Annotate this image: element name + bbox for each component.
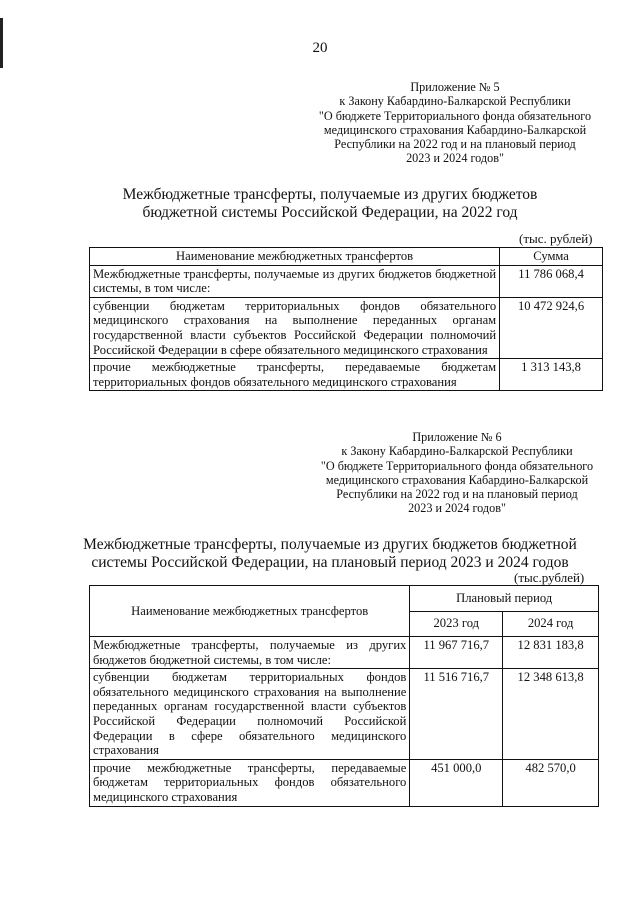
table-2-title	[60, 536, 600, 572]
table-row	[90, 759, 599, 806]
table-2	[89, 585, 599, 807]
row-name: прочие межбюджетные трансферты, передаваемые бюджетам территориальных фондов обязательного медицинского страхования	[90, 759, 410, 806]
row-2023: 451 000,0	[410, 759, 503, 806]
appendix-6-header	[302, 430, 612, 516]
header-sum: Сумма	[500, 248, 603, 266]
row-2023: 11 967 716,7	[410, 637, 503, 669]
row-2024: 482 570,0	[503, 759, 599, 806]
table-2-unit: (тыс.рублей)	[514, 570, 585, 585]
title-line: Межбюджетные трансферты, получаемые из других бюджетов бюджетной	[83, 536, 577, 553]
header-2024: 2024 год	[503, 611, 599, 637]
row-2024: 12 348 613,8	[503, 669, 599, 760]
appendix-line: 2023 и 2024 годов"	[408, 501, 506, 516]
appendix-line: Приложение № 6	[412, 430, 502, 444]
row-2024: 12 831 183,8	[503, 637, 599, 669]
appendix-line: медицинского страхования Кабардино-Балкарской	[323, 122, 587, 137]
title-line: системы Российской Федерации, на плановый период 2023 и 2024 годов	[91, 554, 569, 571]
row-2023: 11 516 716,7	[410, 669, 503, 760]
row-name: субвенции бюджетам территориальных фондов обязательного медицинского страхования на выполнение переданных органам государственной власти субъектов Российской Федерации полномочий Российской Федерации в сфере обязательного медицинского страхования	[90, 669, 410, 760]
appendix-line: Приложение № 5	[410, 80, 500, 94]
title-line: Межбюджетные трансферты, получаемые из других бюджетов	[122, 186, 538, 203]
row-sum: 1 313 143,8	[500, 359, 603, 391]
table-row	[90, 265, 603, 297]
table-header-row	[90, 248, 603, 266]
appendix-line: к Закону Кабардино-Балкарской Республики	[341, 444, 573, 459]
header-period: Плановый период	[410, 586, 599, 612]
table-header-row	[90, 586, 599, 612]
table-row	[90, 297, 603, 358]
row-name: Межбюджетные трансферты, получаемые из других бюджетов бюджетной системы, в том числе:	[90, 637, 410, 669]
appendix-line: Республики на 2022 год и на плановый период	[334, 137, 576, 152]
header-name: Наименование межбюджетных трансфертов	[90, 248, 500, 266]
page-number: 20	[312, 40, 328, 56]
appendix-line: "О бюджете Территориального фонда обязательного	[320, 458, 594, 473]
row-sum: 10 472 924,6	[500, 297, 603, 358]
row-name: субвенции бюджетам территориальных фондов обязательного медицинского страхования на выполнение переданных органам государственной власти субъектов Российской Федерации полномочий Российской Федерации в сфере обязательного медицинского страхования	[90, 297, 500, 358]
appendix-5-header	[300, 80, 610, 166]
appendix-line: "О бюджете Территориального фонда обязательного	[318, 108, 592, 123]
row-name: прочие межбюджетные трансферты, передаваемые бюджетам территориальных фондов обязательного медицинского страхования	[90, 359, 500, 391]
header-2023: 2023 год	[410, 611, 503, 637]
appendix-line: 2023 и 2024 годов"	[406, 151, 504, 166]
table-1	[89, 247, 603, 391]
header-name: Наименование межбюджетных трансфертов	[90, 586, 410, 637]
table-1-title	[60, 186, 600, 222]
table-row	[90, 359, 603, 391]
table-row	[90, 637, 599, 669]
appendix-line: Республики на 2022 год и на плановый период	[336, 487, 578, 502]
appendix-line: к Закону Кабардино-Балкарской Республики	[339, 94, 571, 109]
row-sum: 11 786 068,4	[500, 265, 603, 297]
table-1-unit: (тыс. рублей)	[519, 231, 593, 246]
appendix-line: медицинского страхования Кабардино-Балкарской	[325, 472, 589, 487]
title-line: бюджетной системы Российской Федерации, на 2022 год	[142, 204, 518, 221]
row-name: Межбюджетные трансферты, получаемые из других бюджетов бюджетной системы, в том числе:	[90, 265, 500, 297]
table-row	[90, 669, 599, 760]
